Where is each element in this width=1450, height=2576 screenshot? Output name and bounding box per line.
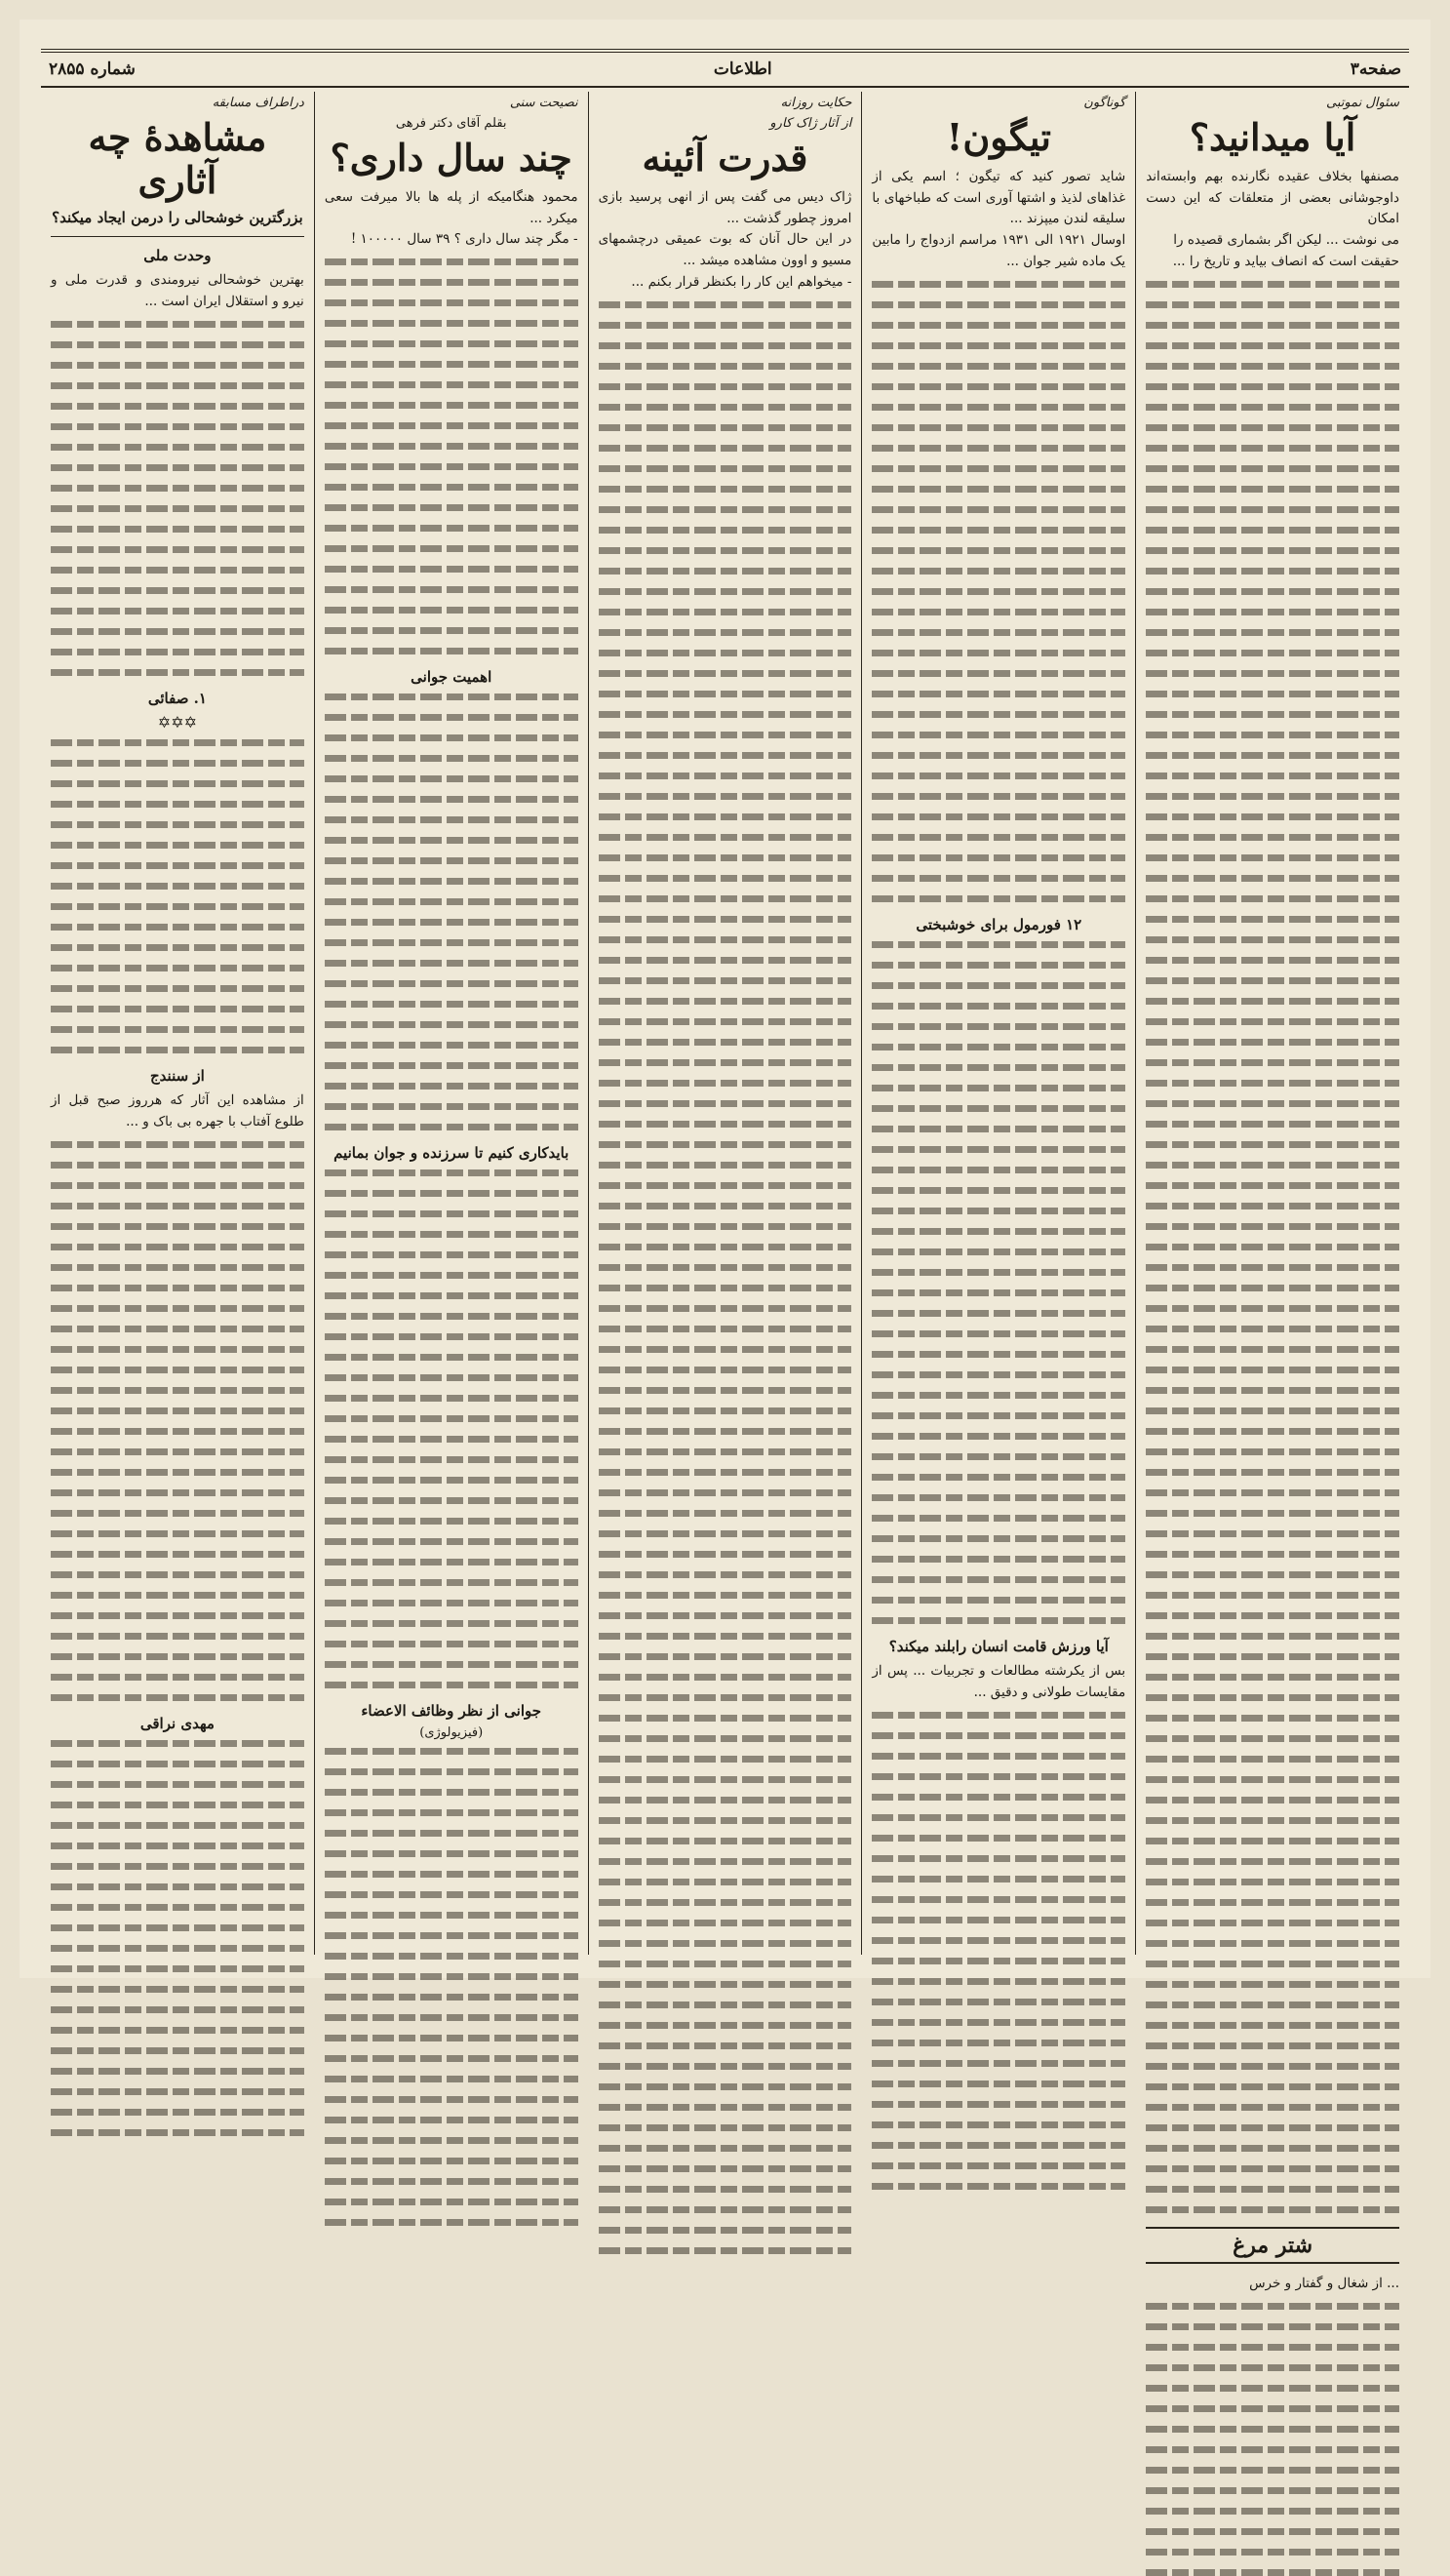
text-lines (325, 1748, 578, 2226)
subheading-formulas: ۱۲ فورمول برای خوشبختی (916, 915, 1082, 933)
headline: مشاهدهٔ چه آثاری (88, 115, 267, 202)
top-note: دراطراف مسابقه (212, 96, 304, 110)
article-body: مصنفها بخلاف عقیده نگارنده بهم وابسته‌اند داوجوشانی بعضی از متعلقات که این دست امکان می نوشت ... لیکن اگر بشماری قصیده را حقیقت است که انصاف بیاید و تاریخ را ... (1146, 168, 1399, 270)
subheading-youth: اهمیت جوانی (411, 668, 492, 687)
text-lines (1146, 281, 1399, 2213)
divider (51, 236, 304, 237)
text-lines (325, 694, 578, 1130)
paper-name: اطلاعات (713, 59, 772, 79)
article-body: ژاک دیس می گفت پس از انهی پرسید بازی امروز چطور گذشت ... در این حال آنان که بوت عمیقی درچشمهای مسیو و اوون مشاهده میشد ... - میخواهم این کار را بکنظر قرار بکنم ... (598, 188, 852, 291)
column-various (861, 92, 1135, 1955)
text-lines (325, 258, 578, 654)
column-how-old (314, 92, 588, 1955)
headline: آیا میدانید؟ (1189, 115, 1356, 159)
headline: تیگون! (946, 115, 1051, 159)
text-lines (51, 1740, 304, 2136)
author-name: مهدی نراقی (139, 1714, 215, 1732)
headline: قدرت آئینه (642, 136, 808, 179)
subheading-physiology: جوانی از نظر وظائف الاعضاء (361, 1702, 542, 1721)
page-number: صفحه۳ (1350, 59, 1401, 79)
text-lines (51, 321, 304, 676)
article-body: محمود هنگامیکه از پله ها بالا میرفت سعی میکرد ... - مگر چند سال داری ؟ ۳۹ سال ۱۰۰۰۰۰ ! (324, 188, 578, 248)
column-contest (41, 92, 314, 1955)
box-lines (1146, 2303, 1399, 2576)
issue-number: شماره ۲۸۵۵ (49, 59, 136, 79)
box-lead: ... از شغال و گفتار و خرس (1249, 2275, 1399, 2291)
kicker: حکایت روزانه (780, 96, 852, 110)
box-title: شتر مرغ (1146, 2227, 1399, 2264)
byline: بقلم آقای دکتر فرهی (395, 116, 507, 131)
text-lines (325, 1169, 578, 1688)
section-body: از مشاهده این آثار که هرروز صبح قبل از طلوع آفتاب با جهره بی باک و ... (51, 1092, 304, 1129)
subheading-stay-young: بایدکاری کنیم تا سرزنده و جوان بمانیم (333, 1144, 569, 1163)
newspaper-page (20, 20, 1430, 2291)
column-did-you-know (1135, 92, 1409, 2291)
kicker: گوناگون (1083, 96, 1126, 110)
text-lines (51, 1141, 304, 1701)
headline: چند سال داری؟ (330, 136, 572, 179)
columns (41, 92, 1409, 2291)
kicker: نصیحت سنی (509, 96, 578, 110)
ornament-icon: ✡✡✡ (157, 713, 198, 733)
article-body-2: بس از یکرشته مطالعات و تجربیات ... پس از مقایسات طولانی و دقیق ... (872, 1662, 1126, 1700)
text-lines (872, 1712, 1125, 2190)
author-name: ۱. صفائی (147, 690, 207, 708)
column-mirror-story (588, 92, 862, 1955)
text-lines (599, 301, 852, 2254)
text-lines (872, 941, 1125, 1624)
section-sanandaj: از سنندج (150, 1067, 205, 1086)
text-lines (872, 281, 1125, 902)
section-national-unity: وحدت ملی (143, 247, 212, 265)
kicker: سئوال نموتبی (1326, 96, 1399, 110)
masthead (41, 49, 1409, 88)
article-body: شاید تصور کنید که تیگون ؛ اسم یکی از غذاهای لذیذ و اشتها آوری است که طباخهای با سلیقه لندن میپزند ... اوسال ۱۹۲۱ الی ۱۹۳۱ مراسم ازدواج را مابین یک ماده شیر جوان ... (872, 168, 1126, 270)
source-note: از آثار ژاک کارو (769, 116, 852, 131)
subheading-exercise: آیا ورزش قامت انسان رابلند میکند؟ (888, 1637, 1109, 1655)
text-lines (51, 739, 304, 1053)
subheadline: بزرگترین خوشحالی را درمن ایجاد میکند؟ (52, 209, 303, 227)
subheading-note: (فیزیولوژی) (419, 1725, 484, 1741)
section-body: بهترین خوشحالی نیرومندی و قدرت ملی و نیرو و استقلال ایران است ... (51, 272, 304, 310)
